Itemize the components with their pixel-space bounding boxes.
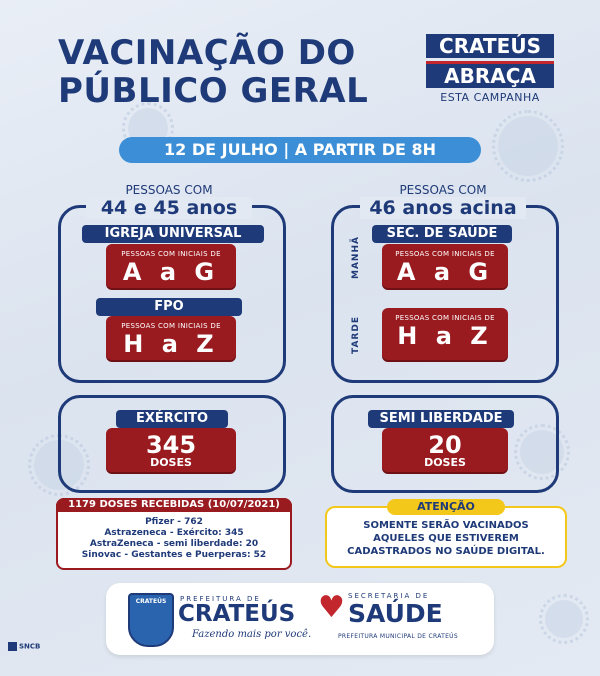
virus-decoration (545, 600, 583, 638)
group-header-small: PESSOAS COM (399, 183, 487, 197)
doses-line: Astrazeneca - Exército: 345 (104, 528, 244, 538)
semi-doses-box (382, 428, 508, 472)
initials-box (382, 308, 508, 360)
group-header-big: 46 anos acina (360, 197, 526, 219)
attention-line: CADASTRADOS NO SAÚDE DIGITAL. (347, 546, 545, 557)
group-header-small: PESSOAS COM (125, 183, 213, 197)
attention-line: AQUELES QUE ESTIVEREM (373, 533, 519, 544)
city-name: CRATEÚS (178, 601, 296, 627)
attention-line: SOMENTE SERÃO VACINADOS (363, 520, 529, 531)
army-dose-unit: DOSES (150, 456, 192, 469)
group-46-plus-header (360, 183, 526, 219)
date-banner: 12 DE JULHO | A PARTIR DE 8H (119, 137, 481, 163)
footer-logos (106, 583, 494, 655)
site-label-sec-saude: SEC. DE SAÚDE (372, 225, 512, 243)
campaign-line-3: ESTA CAMPANHA (440, 91, 540, 104)
initials-range: H a Z (123, 330, 219, 358)
army-doses-box (106, 428, 236, 472)
initials-box (382, 244, 508, 288)
semi-dose-count: 20 (428, 431, 462, 459)
secretaria-label: SECRETARIA DE (348, 592, 430, 600)
group-44-45-header (86, 183, 252, 219)
site-label-fpo: FPO (96, 298, 242, 316)
army-label: EXÉRCITO (116, 410, 228, 428)
campaign-badge (426, 34, 554, 104)
doses-received-box (56, 498, 292, 570)
prefeitura-label: PREFEITURA DE (180, 595, 261, 603)
doses-received-list (62, 517, 286, 561)
title-line-2: PÚBLICO GERAL (58, 71, 369, 111)
campaign-line-2: ABRAÇA (426, 61, 554, 88)
initials-box (106, 244, 236, 288)
shift-morning-label: MANHÃ (351, 236, 361, 279)
initials-range: A a G (396, 258, 494, 286)
saude-logo-text: SAÚDE (348, 599, 443, 628)
attention-box (325, 500, 567, 568)
campaign-line-1: CRATEÚS (426, 34, 554, 58)
initials-caption: PESSOAS COM INICIAIS DE (121, 322, 221, 330)
heart-icon: ♥ (318, 590, 345, 625)
initials-caption: PESSOAS COM INICIAIS DE (395, 250, 495, 258)
initials-box (106, 316, 236, 360)
crest-label: CRATEÚS (135, 598, 167, 605)
sncb-label: SNCB (19, 642, 41, 651)
doses-received-title: 1179 DOSES RECEBIDAS (10/07/2021) (56, 498, 292, 512)
attention-text (331, 519, 561, 558)
site-label-igreja: IGREJA UNIVERSAL (82, 225, 264, 243)
sncb-icon (8, 642, 17, 651)
initials-range: A a G (122, 258, 220, 286)
title-line-1: VACINAÇÃO DO (58, 33, 356, 73)
semi-dose-unit: DOSES (424, 456, 466, 469)
city-slogan: Fazendo mais por você. (192, 629, 312, 640)
virus-decoration (498, 116, 558, 176)
prefeitura-full-label: PREFEITURA MUNICIPAL DE CRATEÚS (338, 633, 458, 640)
page-title (58, 34, 368, 110)
shift-afternoon-label: TARDE (351, 316, 361, 354)
sncb-logo (8, 642, 48, 651)
doses-line: Pfizer - 762 (145, 517, 203, 527)
city-crest-icon (128, 593, 174, 647)
initials-range: H a Z (397, 322, 493, 350)
semi-label: SEMI LIBERDADE (368, 410, 514, 428)
initials-caption: PESSOAS COM INICIAIS DE (395, 314, 495, 322)
army-dose-count: 345 (145, 431, 197, 459)
group-header-big: 44 e 45 anos (86, 197, 252, 219)
attention-title: ATENÇÃO (387, 499, 505, 515)
doses-line: AstraZeneca - semi liberdade: 20 (89, 539, 259, 549)
doses-line: Sinovac - Gestantes e Puerperas: 52 (81, 550, 267, 560)
initials-caption: PESSOAS COM INICIAIS DE (121, 250, 221, 258)
